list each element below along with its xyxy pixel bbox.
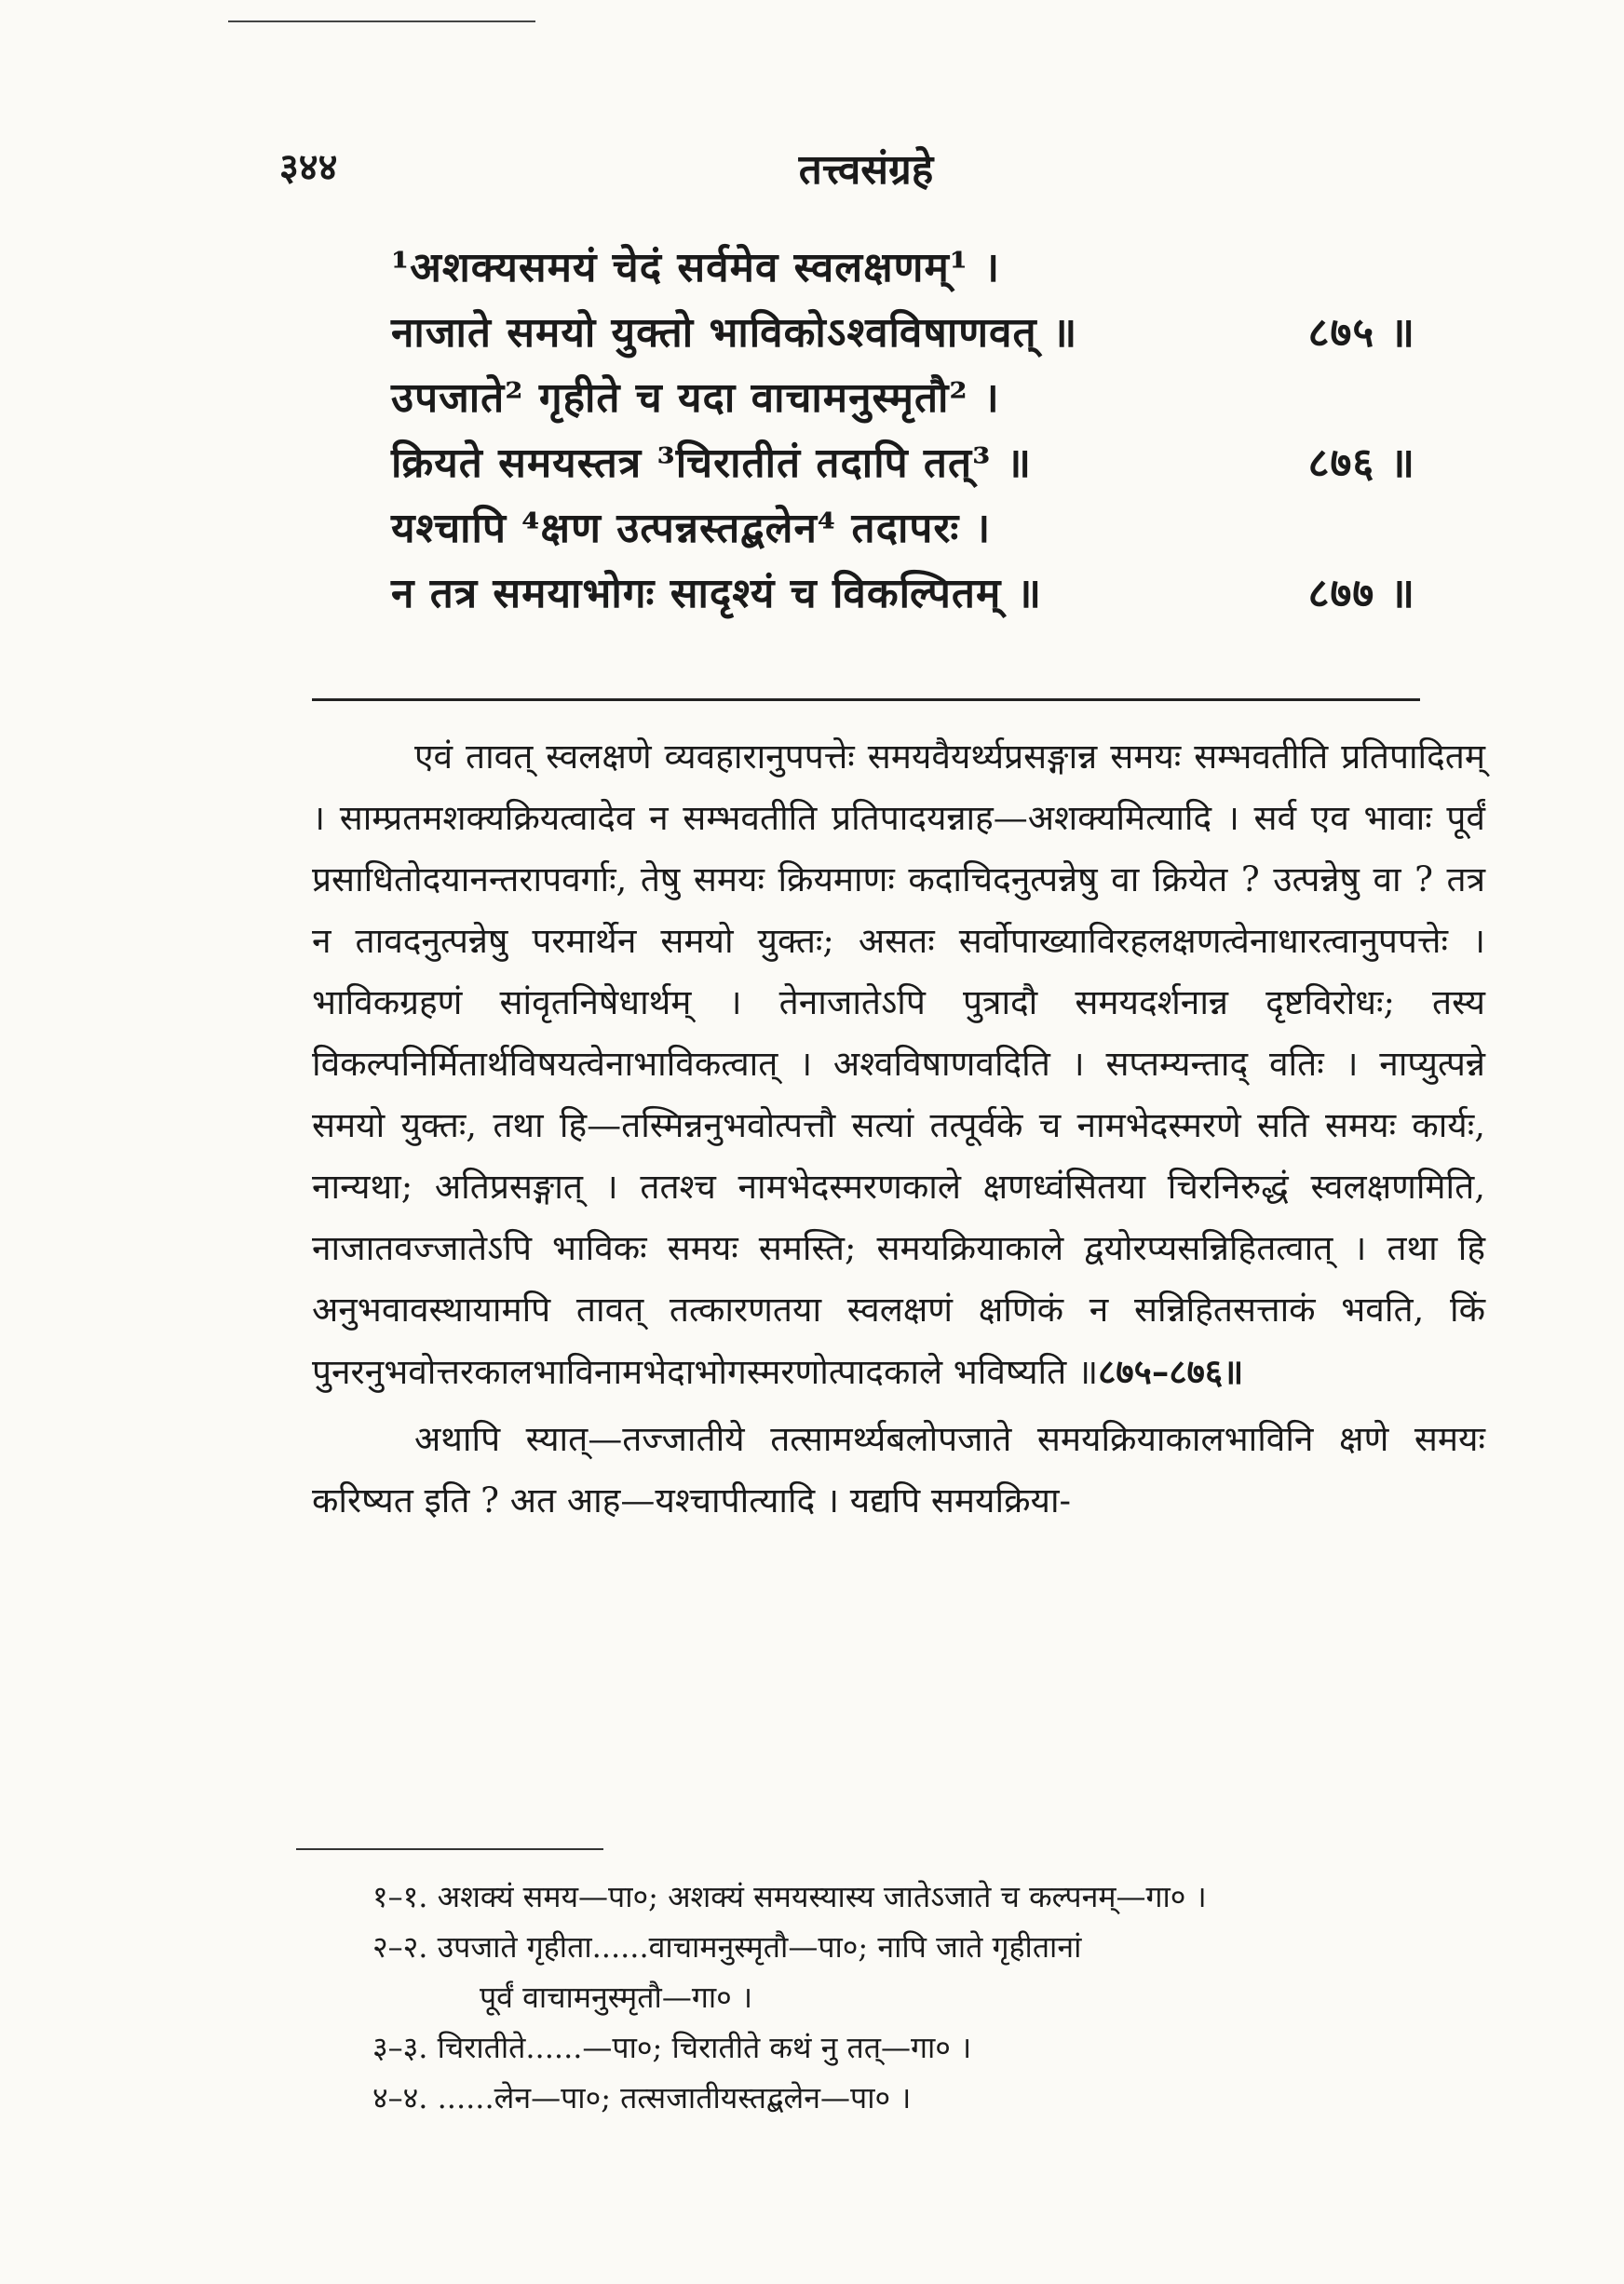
verse-number: ८७६ ॥	[1307, 439, 1415, 487]
footnote: १–१. अशक्यं समय—पा०; अशक्यं समयस्यास्य जातेऽजाते च कल्पनम्—गा० ।	[372, 1879, 1207, 1914]
verse-text: नाजाते समयो युक्तो भाविकोऽश्वविषाणवत् ॥	[391, 309, 1078, 357]
footnote-continuation: पूर्वं वाचामनुस्मृतौ—गा० ।	[480, 1980, 753, 2015]
commentary	[312, 726, 1485, 1537]
footnote: ४–४. ......लेन—पा०; तत्सजातीयस्तद्बलेन—पा० ।	[372, 2080, 912, 2115]
page-number: ३४४	[279, 145, 338, 189]
verse-text: उपजाते² गृहीते च यदा वाचामनुस्मृतौ² ।	[391, 374, 1000, 422]
page-header	[279, 140, 1453, 205]
verse-number: ८७५ ॥	[1307, 309, 1415, 357]
verse-number: ८७७ ॥	[1307, 570, 1415, 617]
verse-line	[391, 563, 1415, 628]
verse-separator-rule	[312, 698, 1420, 701]
verse-line	[391, 237, 1415, 303]
verse-line	[391, 303, 1415, 368]
verse-range-marker: ८७५–८७६॥	[1098, 1351, 1244, 1392]
footnotes	[372, 1872, 1490, 2123]
commentary-paragraph	[312, 726, 1485, 1403]
verse-text: क्रियते समयस्तत्र ³चिरातीतं तदापि तत्³ ॥	[391, 439, 1033, 487]
commentary-text: अथापि स्यात्—तज्जातीये तत्सामर्थ्यबलोपजाते समयक्रियाकालभाविनि क्षणे समयः करिष्यत इति ? अत आह—यश्चापीत्यादि । यद्यपि समयक्रिया-	[312, 1419, 1485, 1520]
verse-text: ¹अशक्यसमयं चेदं सर्वमेव स्वलक्षणम्¹ ।	[391, 244, 1001, 291]
verse-text: न तत्र समयाभोगः सादृश्यं च विकल्पितम् ॥	[391, 570, 1042, 617]
verse-line	[391, 433, 1415, 498]
footnote: २–२. उपजाते गृहीता......वाचामनुस्मृतौ—पा०; नापि जाते गृहीतानां	[372, 1929, 1082, 1965]
verse-text: यश्चापि ⁴क्षण उत्पन्नस्तद्बलेन⁴ तदापरः ।	[391, 505, 992, 552]
commentary-paragraph	[312, 1409, 1485, 1532]
verse-line	[391, 498, 1415, 563]
top-rule	[228, 20, 535, 22]
verse-line	[391, 368, 1415, 433]
commentary-text: एवं तावत् स्वलक्षणे व्यवहारानुपपत्तेः समयवैयर्थ्यप्रसङ्गान्न समयः सम्भवतीति प्रतिपादितम् । साम्प्रतमशक्यक्रियत्वादेव न सम्भवतीति प्रतिपादयन्नाह—अशक्यमित्यादि । सर्व एव भावाः पूर्वं प्रसाधितोदयानन्तरापवर्गाः, तेषु समयः क्रियमाणः कदाचिदनुत्पन्नेषु वा क्रियेत ? उत्पन्नेषु वा ? तत्र न तावदनुत्पन्नेषु परमार्थेन समयो युक्तः; असतः सर्वोपाख्याविरहलक्षणत्वेनाधारत्वानुपपत्तेः । भाविकग्रहणं सांवृतनिषेधार्थम् । तेनाजातेऽपि पुत्रादौ समयदर्शनान्न दृष्टविरोधः; तस्य विकल्पनिर्मितार्थविषयत्वेनाभाविकत्वात् । अश्वविषाणवदिति । सप्तम्यन्ताद् वतिः । नाप्युत्पन्ने समयो युक्तः, तथा हि—तस्मिन्ननुभवोत्पत्तौ सत्यां तत्पूर्वके च नामभेदस्मरणे सति समयः कार्यः, नान्यथा; अतिप्रसङ्गात् । ततश्च नामभेदस्मरणकाले क्षणध्वंसितया चिरनिरुद्धं स्वलक्षणमिति, नाजातवज्जातेऽपि भाविकः समयः समस्ति; समयक्रियाकाले द्वयोरप्यसन्निहितत्वात् । तथा हि अनुभवावस्थायामपि तावत् तत्कारणतया स्वलक्षणं क्षणिकं न सन्निहितसत्ताकं भवति, किं पुनरनुभवोत्तरकालभाविनामभेदाभोगस्मरणोत्पादकाले भविष्यति ॥	[312, 737, 1485, 1392]
running-title: तत्त्वसंग्रहे	[798, 146, 934, 194]
verse-block	[391, 237, 1415, 628]
footnote-rule	[296, 1848, 603, 1850]
footnote: ३–३. चिरातीते......—पा०; चिरातीते कथं नु तत्—गा० ।	[372, 2030, 972, 2065]
